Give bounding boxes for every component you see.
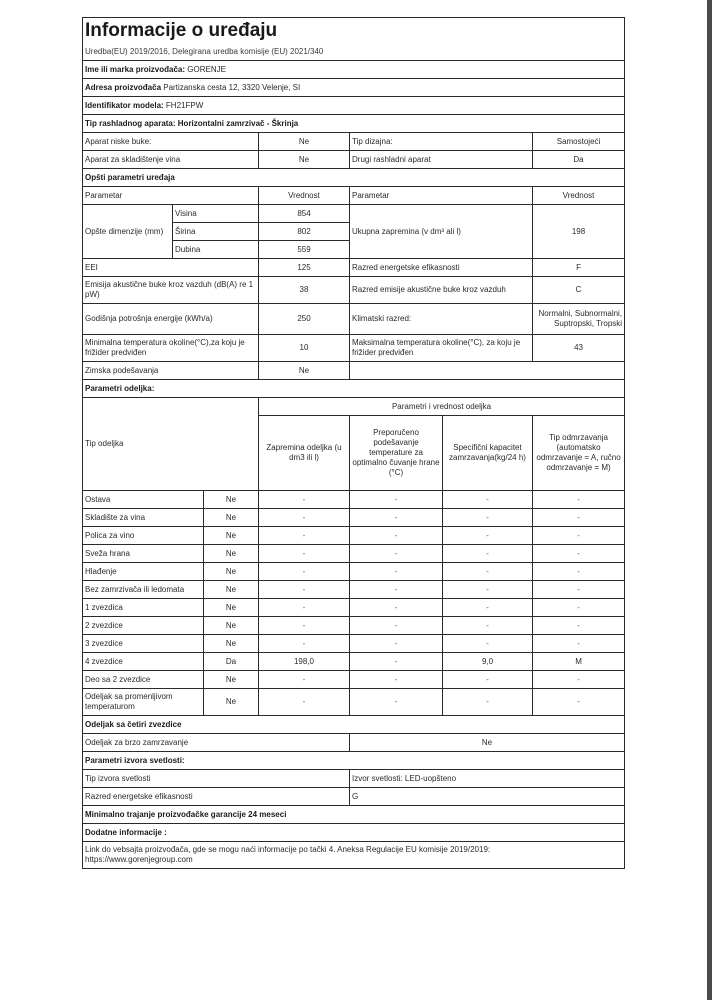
light-class-row (83, 788, 625, 806)
dimension-value: 802 (259, 223, 350, 241)
compartment-temperature: - (350, 599, 443, 617)
compartment-row (83, 491, 625, 509)
compartment-present: Ne (204, 689, 259, 716)
dimension-label: Dubina (173, 241, 259, 259)
compartment-name: 1 zvezdica (83, 599, 204, 617)
compartment-volume: - (259, 671, 350, 689)
appliance-type-label: Tip rashladnog aparata: (85, 118, 176, 128)
compartment-name: Odeljak sa promenljivom temperaturom (83, 689, 204, 716)
param-label: Godišnja potrošnja energije (kWh/a) (83, 304, 259, 335)
compartment-present: Ne (204, 617, 259, 635)
basic-value: Ne (259, 133, 350, 151)
compartment-defrost: M (533, 653, 625, 671)
winter-value: Ne (259, 362, 350, 380)
compartment-volume: - (259, 509, 350, 527)
compartment-name: 4 zvezdice (83, 653, 204, 671)
fast-freeze-value: Ne (350, 734, 625, 752)
compartment-row (83, 545, 625, 563)
compartment-defrost: - (533, 563, 625, 581)
param-label-2: Maksimalna temperatura okoline(°C), za koju je frižider predviđen (350, 335, 533, 362)
compartment-row (83, 635, 625, 653)
compartment-name: Deo sa 2 zvezdice (83, 671, 204, 689)
compartment-name: 3 zvezdice (83, 635, 204, 653)
compartment-defrost: - (533, 599, 625, 617)
manufacturer-row (83, 61, 625, 79)
dimension-value: 854 (259, 205, 350, 223)
compartment-temperature: - (350, 563, 443, 581)
compartment-temperature: - (350, 581, 443, 599)
compartment-temperature: - (350, 617, 443, 635)
compartment-capacity: - (443, 689, 533, 716)
param-value-2: C (533, 277, 625, 304)
section-title-general: Opšti parametri uređaja (83, 169, 625, 187)
compartment-rows (83, 491, 625, 716)
general-row (83, 335, 625, 362)
compartment-volume: - (259, 689, 350, 716)
compartment-temperature: - (350, 635, 443, 653)
general-row (83, 259, 625, 277)
compartment-capacity: - (443, 671, 533, 689)
compartment-volume: - (259, 563, 350, 581)
compartment-row (83, 689, 625, 716)
dimension-row (83, 205, 625, 223)
compartment-capacity: - (443, 527, 533, 545)
compartment-defrost: - (533, 671, 625, 689)
compartment-params-header: Parametri i vrednost odeljka (259, 398, 625, 416)
basic-label-2: Tip dizajna: (350, 133, 533, 151)
light-class-label: Razred energetske efikasnosti (83, 788, 350, 806)
compartment-present: Ne (204, 527, 259, 545)
compartment-present: Da (204, 653, 259, 671)
column-header-capacity: Specifični kapacitet zamrzavanja(kg/24 h) (443, 416, 533, 491)
compartment-volume: - (259, 581, 350, 599)
compartment-name: Skladište za vina (83, 509, 204, 527)
param-label-2: Klimatski razred: (350, 304, 533, 335)
compartment-capacity: - (443, 599, 533, 617)
compartment-present: Ne (204, 491, 259, 509)
basic-row (83, 133, 625, 151)
compartment-row (83, 671, 625, 689)
dimensions-label: Opšte dimenzije (mm) (83, 205, 173, 259)
basic-value-2: Samostojeći (533, 133, 625, 151)
compartment-present: Ne (204, 545, 259, 563)
compartment-defrost: - (533, 635, 625, 653)
appliance-type-value: Horizontalni zamrzivač - Škrinja (177, 118, 299, 128)
section-title-four-star: Odeljak sa četiri zvezdice (83, 716, 625, 734)
fast-freeze-label: Odeljak za brzo zamrzavanje (83, 734, 350, 752)
compartment-capacity: - (443, 509, 533, 527)
compartment-defrost: - (533, 581, 625, 599)
compartment-temperature: - (350, 653, 443, 671)
param-value: 250 (259, 304, 350, 335)
address-label: Adresa proizvođača (85, 82, 162, 92)
model-value: FH21FPW (165, 100, 204, 110)
compartment-defrost: - (533, 545, 625, 563)
winter-label: Zimska podešavanja (83, 362, 259, 380)
additional-info (83, 842, 625, 869)
column-header: Parametar (350, 187, 533, 205)
light-type-value: Izvor svetlosti: LED-uopšteno (350, 770, 625, 788)
compartment-temperature: - (350, 491, 443, 509)
warranty-text: Minimalno trajanje proizvođačke garancije 24 meseci (83, 806, 625, 824)
volume-value: 198 (533, 205, 625, 259)
param-label: Emisija akustične buke kroz vazduh (dB(A) re 1 pW) (83, 277, 259, 304)
manufacturer-value: GORENJE (187, 64, 226, 74)
compartment-capacity: - (443, 491, 533, 509)
basic-row (83, 151, 625, 169)
compartment-present: Ne (204, 581, 259, 599)
basic-label: Aparat niske buke: (83, 133, 259, 151)
compartment-volume: - (259, 527, 350, 545)
volume-label: Ukupna zapremina (v dm³ ali l) (350, 205, 533, 259)
compartment-group-header (83, 398, 625, 416)
light-type-label: Tip izvora svetlosti (83, 770, 350, 788)
compartment-present: Ne (204, 599, 259, 617)
compartment-capacity: 9,0 (443, 653, 533, 671)
compartment-row (83, 509, 625, 527)
param-value: 10 (259, 335, 350, 362)
compartment-volume: - (259, 545, 350, 563)
compartment-defrost: - (533, 617, 625, 635)
dimension-label: Visina (173, 205, 259, 223)
compartment-name: Bez zamrzivača ili ledomata (83, 581, 204, 599)
compartment-present: Ne (204, 671, 259, 689)
compartment-capacity: - (443, 617, 533, 635)
column-header: Parametar (83, 187, 259, 205)
compartment-defrost: - (533, 689, 625, 716)
compartment-present: Ne (204, 563, 259, 581)
param-label: Minimalna temperatura okoline(°C),za koju je frižider predviđen (83, 335, 259, 362)
compartment-defrost: - (533, 509, 625, 527)
compartment-capacity: - (443, 581, 533, 599)
compartment-name: 2 zvezdice (83, 617, 204, 635)
light-class-value: G (350, 788, 625, 806)
basic-value-2: Da (533, 151, 625, 169)
model-row (83, 97, 625, 115)
manufacturer-website-link[interactable]: https://www.gorenjegroup.com (85, 855, 193, 864)
param-value: 38 (259, 277, 350, 304)
compartment-name: Ostava (83, 491, 204, 509)
page-title: Informacije o uređaju (83, 18, 625, 44)
dimension-label: Širina (173, 223, 259, 241)
general-header-row (83, 187, 625, 205)
basic-label-2: Drugi rashladni aparat (350, 151, 533, 169)
compartment-volume: 198,0 (259, 653, 350, 671)
param-label: EEI (83, 259, 259, 277)
compartment-volume: - (259, 617, 350, 635)
param-label-2: Razred energetske efikasnosti (350, 259, 533, 277)
basic-value: Ne (259, 151, 350, 169)
fast-freeze-row (83, 734, 625, 752)
compartment-row (83, 653, 625, 671)
compartment-temperature: - (350, 527, 443, 545)
section-title-additional: Dodatne informacije : (83, 824, 625, 842)
empty-cell (350, 362, 625, 380)
compartment-row (83, 527, 625, 545)
model-label: Identifikator modela: (85, 100, 164, 110)
param-label-2: Razred emisije akustične buke kroz vazduh (350, 277, 533, 304)
compartment-volume: - (259, 635, 350, 653)
basic-label: Aparat za skladištenje vina (83, 151, 259, 169)
compartment-name: Hlađenje (83, 563, 204, 581)
compartment-row (83, 563, 625, 581)
compartment-row (83, 581, 625, 599)
dimension-value: 559 (259, 241, 350, 259)
compartment-row (83, 617, 625, 635)
compartment-capacity: - (443, 545, 533, 563)
compartment-capacity: - (443, 635, 533, 653)
param-value-2: F (533, 259, 625, 277)
compartment-defrost: - (533, 491, 625, 509)
compartment-defrost: - (533, 527, 625, 545)
compartment-present: Ne (204, 509, 259, 527)
compartment-temperature: - (350, 509, 443, 527)
column-header-volume: Zapremina odeljka (u dm3 ili l) (259, 416, 350, 491)
compartment-name: Sveža hrana (83, 545, 204, 563)
compartment-volume: - (259, 491, 350, 509)
section-title-light: Parametri izvora svetlosti: (83, 752, 625, 770)
compartment-volume: - (259, 599, 350, 617)
column-header: Vrednost (533, 187, 625, 205)
column-header-temperature: Preporučeno podešavanje temperature za optimalno čuvanje hrane (°C) (350, 416, 443, 491)
compartment-temperature: - (350, 671, 443, 689)
compartment-capacity: - (443, 563, 533, 581)
compartment-name: Polica za vino (83, 527, 204, 545)
winter-row (83, 362, 625, 380)
column-header: Vrednost (259, 187, 350, 205)
compartment-row (83, 599, 625, 617)
manufacturer-label: Ime ili marka proizvođača: (85, 64, 186, 74)
general-row (83, 277, 625, 304)
light-type-row (83, 770, 625, 788)
section-title-compartments: Parametri odeljka: (83, 380, 625, 398)
compartment-present: Ne (204, 635, 259, 653)
product-information-sheet (82, 17, 625, 869)
general-row (83, 304, 625, 335)
param-value-2: 43 (533, 335, 625, 362)
compartment-temperature: - (350, 545, 443, 563)
regulation-text: Uredba(EU) 2019/2016, Delegirana uredba komisije (EU) 2021/340 (83, 43, 625, 61)
address-row (83, 79, 625, 97)
compartment-temperature: - (350, 689, 443, 716)
column-header-defrost: Tip odmrzavanja (automatsko odmrzavanje = A, ručno odmrzavanje = M) (533, 416, 625, 491)
additional-info-text: Link do vebsajta proizvođača, gde se mogu naći informacije po tački 4. Aneksa Regulacije EU komisije 2019/2019: (85, 845, 491, 854)
scrollbar[interactable] (707, 0, 712, 1000)
param-value: 125 (259, 259, 350, 277)
address-value: Partizanska cesta 12, 3320 Velenje, SI (163, 82, 301, 92)
param-value-2: Normalni, Subnormalni, Suptropski, Tropski (533, 304, 625, 335)
appliance-type-row (83, 115, 625, 133)
compartment-type-header: Tip odeljka (83, 398, 259, 491)
